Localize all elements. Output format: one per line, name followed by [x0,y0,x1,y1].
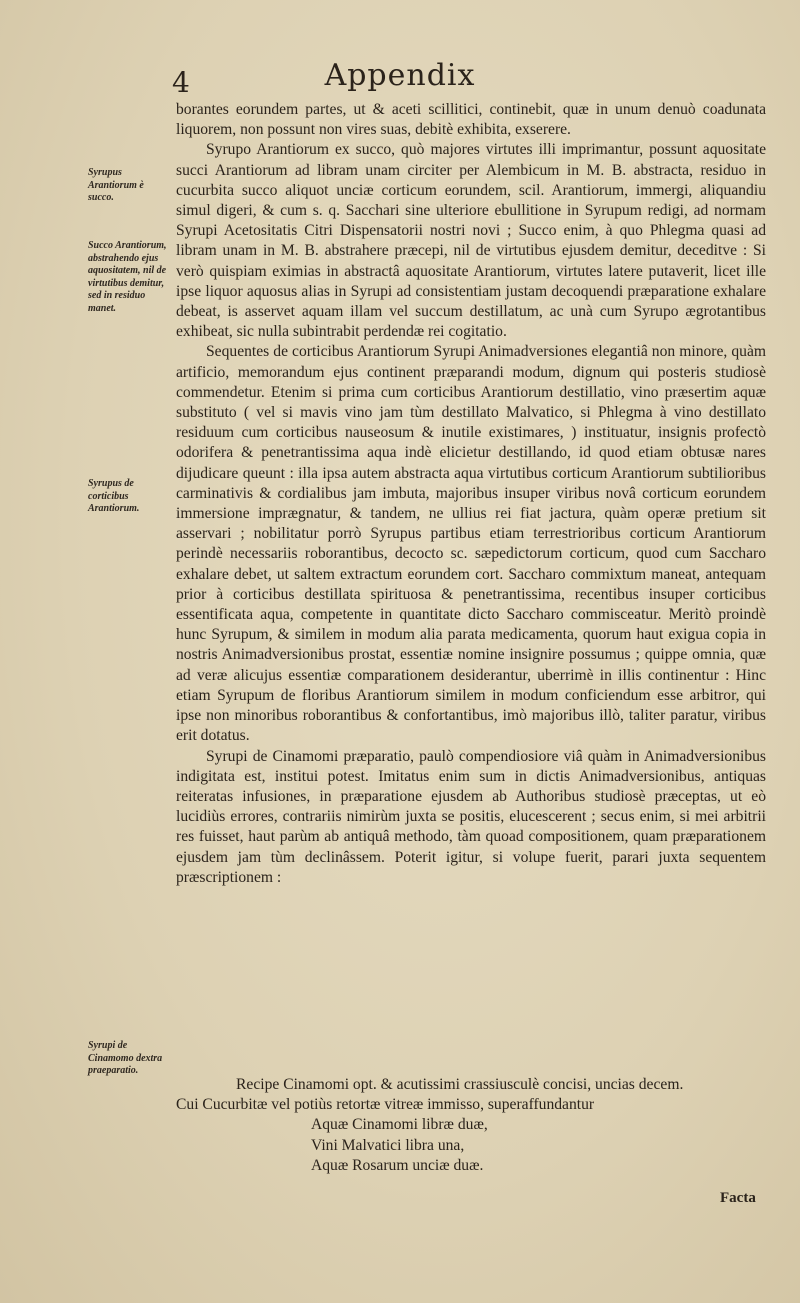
margin-note-4: Syrupi de Cinamomo dextra praeparatio. [88,1040,163,1076]
paragraph: borantes eorundem partes, ut & aceti scillitici, continebit, quæ in unum denuò coadunata liquorem, non possunt non vires suas, debitè exhibita, exserere. [176,101,766,139]
recipe-ingredient: Aquæ Cinamomi libræ duæ, [311,1116,488,1134]
paragraph: Syrupi de Cinamomi præparatio, paulò compendiosiore viâ quàm in Animadversionibus indigitata est, institui potest. Imitatus enim sum in dictis Animadversionibus, antiquas reiteratas infusiones, in præparatione ejusdem ab Authoribus studiosè præceptas, ut eò lucidiùs errores, contrariis nimirùm juxta se positis, elucescerent ; secus enim, si mei arbitrii res fuisset, haut parùm ab antiquâ methodo, tàm quoad compositionem, quam præparationem ejusdem jam tùm declinâssem. Poterit igitur, si volupe fuerit, parari juxta sequentem præscriptionem : [176,747,766,886]
paragraph: Sequentes de corticibus Arantiorum Syrupi Animadversiones elegantiâ non minore, quàm artificio, memorandum ejus continent præparandi modum, dignum qui posteris studiosè commendetur. Etenim si prima cum corticibus Arantiorum destillatio, vino præsertim aquæ substituto ( vel si mavis vino jam tùm destillato Malvatico, si Phlegma à vino destillato residuum cum corticibus nauseosum & inutile existimares, ) instituatur, insignis profectò odorifera & penetrantissima aqua indè elicietur destillando, id quod etiam obtusæ nares dijudicare queunt : illa ipsa autem abstracta aqua virtutibus corticum Arantiorum subtilioribus carminativis & cordialibus jam imbuta, majoribus insuper viribus novâ corticum eorundem immersione imprægnatur, & tandem, ne ullius rei fiat jactura, quàm operæ pretium sit asservari ; nobilitatur porrò Syrupus partibus etiam terrestrioribus corticum Arantiorum perindè necessariis roborantibus, decocto sc. sæpedictorum corticum, quod cum Saccharo exhalare debet, ut saltem extractum eorundem cort. Saccharo commixtum maneat, antequam prior à corticibus destillata spirituosa & penetrantissima, recentibus insuper corticibus essentificata aqua, competente in quantitate dicto Saccharo commisceatur. Meritò proindè hunc Syrupum, & similem in modum alia parata medicamenta, quorum haut exigua copia in nostris Animadversionibus prostat, essentiæ nomine insignire possumus ; quippe omnia, quæ ad veræ alicujus essentiæ comparationem desiderantur, uberrimè in illis continentur : Hinc etiam Syrupum de floribus Arantiorum similem in modum conficiendum esse arbitror, qui ipse non minoribus roborantibus & confortantibus, imò majoribus illò, taliter paratur, viribus erit dotatus. [176,343,766,745]
running-head: Appendix [324,58,476,93]
recipe-intro: Recipe Cinamomi opt. & acutissimi crassiusculè concisi, uncias decem. [236,1076,684,1093]
paragraph: Syrupo Arantiorum ex succo, quò majores virtutes illi imprimantur, possunt aquositate succi Arantiorum ad libram unam circiter per Alembicum in M. B. abstracta, residuo in cucurbita succo aliquot unciæ corticum eorundem, scil. Arantiorum, immergi, aliquandiu simul digeri, & cum s. q. Sacchari sine ulteriore ebullitione in Syrupum redigi, ad normam Syrupi Acetositatis Citri Dispensatorii nostri novi ; Succo enim, à quo Phlegma quasi ad libram unam in M. B. abstrahere præcepi, nil de virtutibus ejusdem demitur, deceditve : Si verò quispiam eximias in abstractâ aquositate Arantiorum, virtutes latere putaverit, licet ille ipse liquor aquosus alias in Syrupi ad consistentiam justam decoquendi præparatione exhalare debeat, is asservet aquam illam vel succum destillatum, ac unà cum Syrupo ægrotantibus exhibeat, sic nulla subintrabit perdendæ rei cogitatio. [176,141,766,341]
recipe-continuation: Cui Cucurbitæ vel potiùs retortæ vitreæ immisso, superaffundantur [176,1096,595,1114]
recipe [176,1075,776,1176]
page-number: 4 [172,66,190,99]
recipe-ingredient: Aquæ Rosarum unciæ duæ. [311,1156,484,1174]
catchword: Facta [720,1190,756,1206]
page-header [0,58,800,98]
main-text [176,100,766,888]
margin-note-2: Succo Arantiorum, abstrahendo ejus aquositatem, nil de virtutibus demitur, sed in residuo manet. [88,240,167,314]
recipe-ingredient: Vini Malvatici libra una, [311,1136,465,1154]
margin-note-3: Syrupus de corticibus Arantiorum. [88,478,140,514]
margin-note-1: Syrupus Arantiorum è succo. [88,167,144,203]
